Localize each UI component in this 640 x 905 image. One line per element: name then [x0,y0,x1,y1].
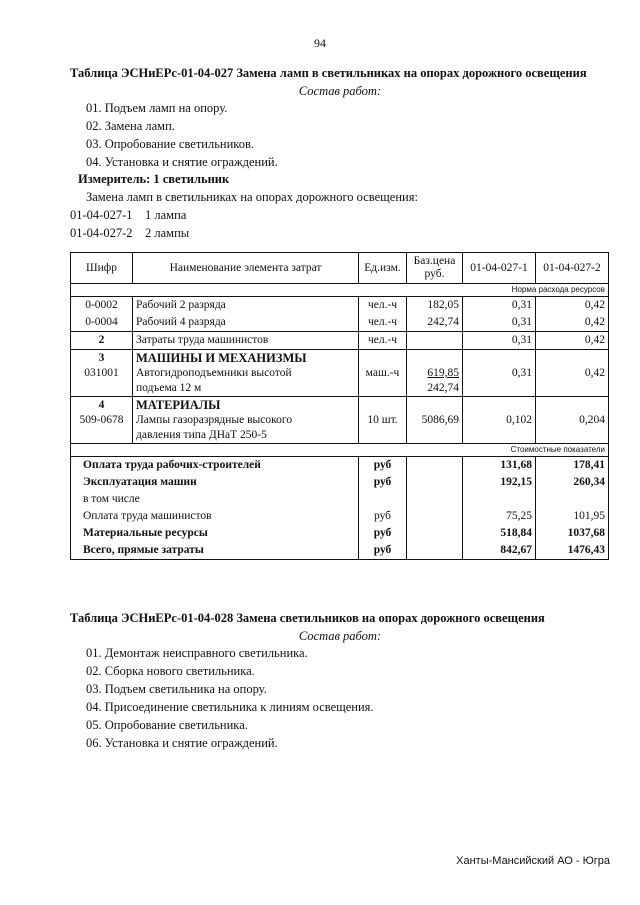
cost-empty [407,474,463,491]
materials-code: 509-0678 [79,414,124,426]
cell-v2: 0,42 [536,297,609,315]
table1-subtitle: Состав работ: [298,84,382,98]
table2-work-item: 06. Установка и снятие ограждений. [86,736,278,750]
machines-name-line1: Автогидроподъемники высотой [136,367,292,379]
table2-work-item: 02. Сборка нового светильника. [86,664,255,678]
materials-name-line2: давления типа ДНаТ 250-5 [136,429,267,441]
header-col1: 01-04-027-1 [463,253,536,284]
cost-name: Оплата труда рабочих-строителей [71,457,359,475]
table1-title: Таблица ЭСНиЕРс-01-04-027 Замена ламп в светильниках на опорах дорожного освещения [70,66,587,80]
cell-v1: 0,31 [463,314,536,332]
cost-v2: 101,95 [536,508,609,525]
materials-num: 4 [98,399,105,411]
cost-row [71,474,609,491]
cost-unit [359,491,407,508]
table-row [71,297,609,315]
cell-price: 182,05 [407,297,463,315]
variant-desc: 1 лампа [145,208,187,222]
materials-unit: 10 шт. [359,397,407,444]
cell-price [407,332,463,350]
norm-caption: Норма расхода ресурсов [71,284,609,297]
materials-section-row [71,397,609,444]
variant-code: 01-04-027-1 [70,208,133,222]
table-header-row [71,253,609,284]
table2-title: Таблица ЭСНиЕРс-01-04-028 Замена светильников на опорах дорожного освещения [70,611,545,625]
cost-empty [407,457,463,475]
cost-row [71,542,609,560]
materials-title: МАТЕРИАЛЫ [136,398,221,412]
cost-v2: 260,34 [536,474,609,491]
cost-v1 [463,491,536,508]
machines-name-line2: подъема 12 м [136,382,202,394]
cost-v1: 192,15 [463,474,536,491]
cost-unit: руб [359,508,407,525]
cell-name: Затраты труда машинистов [133,332,359,350]
cost-v2: 178,41 [536,457,609,475]
cost-empty [407,542,463,560]
materials-v1: 0,102 [463,397,536,444]
table1-measure: Измеритель: 1 светильник [78,172,230,186]
cost-unit: руб [359,542,407,560]
cell-unit: чел.-ч [359,297,407,315]
cost-v1: 518,84 [463,525,536,542]
cost-name: в том числе [71,491,359,508]
cost-empty [407,491,463,508]
header-name: Наименование элемента затрат [133,253,359,284]
machines-price-cell [407,350,463,397]
machines-unit: маш.-ч [359,350,407,397]
cost-name: Материальные ресурсы [71,525,359,542]
table2-work-item: 05. Опробование светильника. [86,718,248,732]
header-col2: 01-04-027-2 [536,253,609,284]
page-number: 94 [314,36,326,50]
footer-region: Ханты-Мансийский АО - Югра [456,855,610,867]
cell-unit: чел.-ч [359,314,407,332]
cost-v1: 75,25 [463,508,536,525]
variant-code: 01-04-027-2 [70,226,133,240]
variant-desc: 2 лампы [145,226,190,240]
machines-cell-name [133,350,359,397]
cost-unit: руб [359,474,407,491]
cell-code: 2 [71,332,133,350]
cell-v1: 0,31 [463,332,536,350]
cost-row [71,508,609,525]
materials-cell-code [71,397,133,444]
materials-price: 5086,69 [407,397,463,444]
cell-price: 242,74 [407,314,463,332]
cell-code: 0-0002 [71,297,133,315]
materials-cell-name [133,397,359,444]
cost-caption: Стоимостные показатели [71,444,609,457]
cost-caption-row [71,444,609,457]
materials-v2: 0,204 [536,397,609,444]
machines-v1: 0,31 [463,350,536,397]
cost-row [71,491,609,508]
table1-work-item: 01. Подъем ламп на опору. [86,101,228,115]
cell-v2: 0,42 [536,332,609,350]
cost-row [71,525,609,542]
table-row [71,314,609,332]
cost-unit: руб [359,525,407,542]
cell-name: Рабочий 2 разряда [133,297,359,315]
header-code: Шифр [71,253,133,284]
cost-unit: руб [359,457,407,475]
machines-cell-code [71,350,133,397]
norm-caption-row [71,284,609,297]
materials-name-line1: Лампы газоразрядные высокого [136,414,293,426]
cost-v2 [536,491,609,508]
cost-empty [407,508,463,525]
machines-title: МАШИНЫ И МЕХАНИЗМЫ [136,351,307,365]
header-unit: Ед.изм. [359,253,407,284]
machines-price1: 619,85 [427,367,459,379]
table2-work-item: 04. Присоединение светильника к линиям освещения. [86,700,374,714]
cost-v1: 131,68 [463,457,536,475]
cost-name: Эксплуатация машин [71,474,359,491]
table2-work-item: 01. Демонтаж неисправного светильника. [86,646,308,660]
cost-v2: 1476,43 [536,542,609,560]
cost-v1: 842,67 [463,542,536,560]
machines-v2: 0,42 [536,350,609,397]
table1-scope: Замена ламп в светильниках на опорах дорожного освещения: [86,190,418,204]
header-base-price: Баз.цена руб. [407,253,463,284]
cost-empty [407,525,463,542]
table1-work-item: 02. Замена ламп. [86,119,175,133]
cost-row [71,457,609,475]
table-row [71,332,609,350]
cell-name: Рабочий 4 разряда [133,314,359,332]
cell-code: 0-0004 [71,314,133,332]
table2-subtitle: Состав работ: [298,629,382,643]
resource-table [70,252,609,560]
machines-section-row [71,350,609,397]
cell-v1: 0,31 [463,297,536,315]
machines-num: 3 [98,352,105,364]
machines-price2: 242,74 [427,382,459,394]
table1-work-item: 03. Опробование светильников. [86,137,255,151]
cell-v2: 0,42 [536,314,609,332]
table2-work-item: 03. Подъем светильника на опору. [86,682,267,696]
cost-v2: 1037,68 [536,525,609,542]
cost-name: Оплата труда машинистов [71,508,359,525]
cell-unit: чел.-ч [359,332,407,350]
table1-work-item: 04. Установка и снятие ограждений. [86,155,278,169]
cost-name: Всего, прямые затраты [71,542,359,560]
machines-code: 031001 [84,367,119,379]
